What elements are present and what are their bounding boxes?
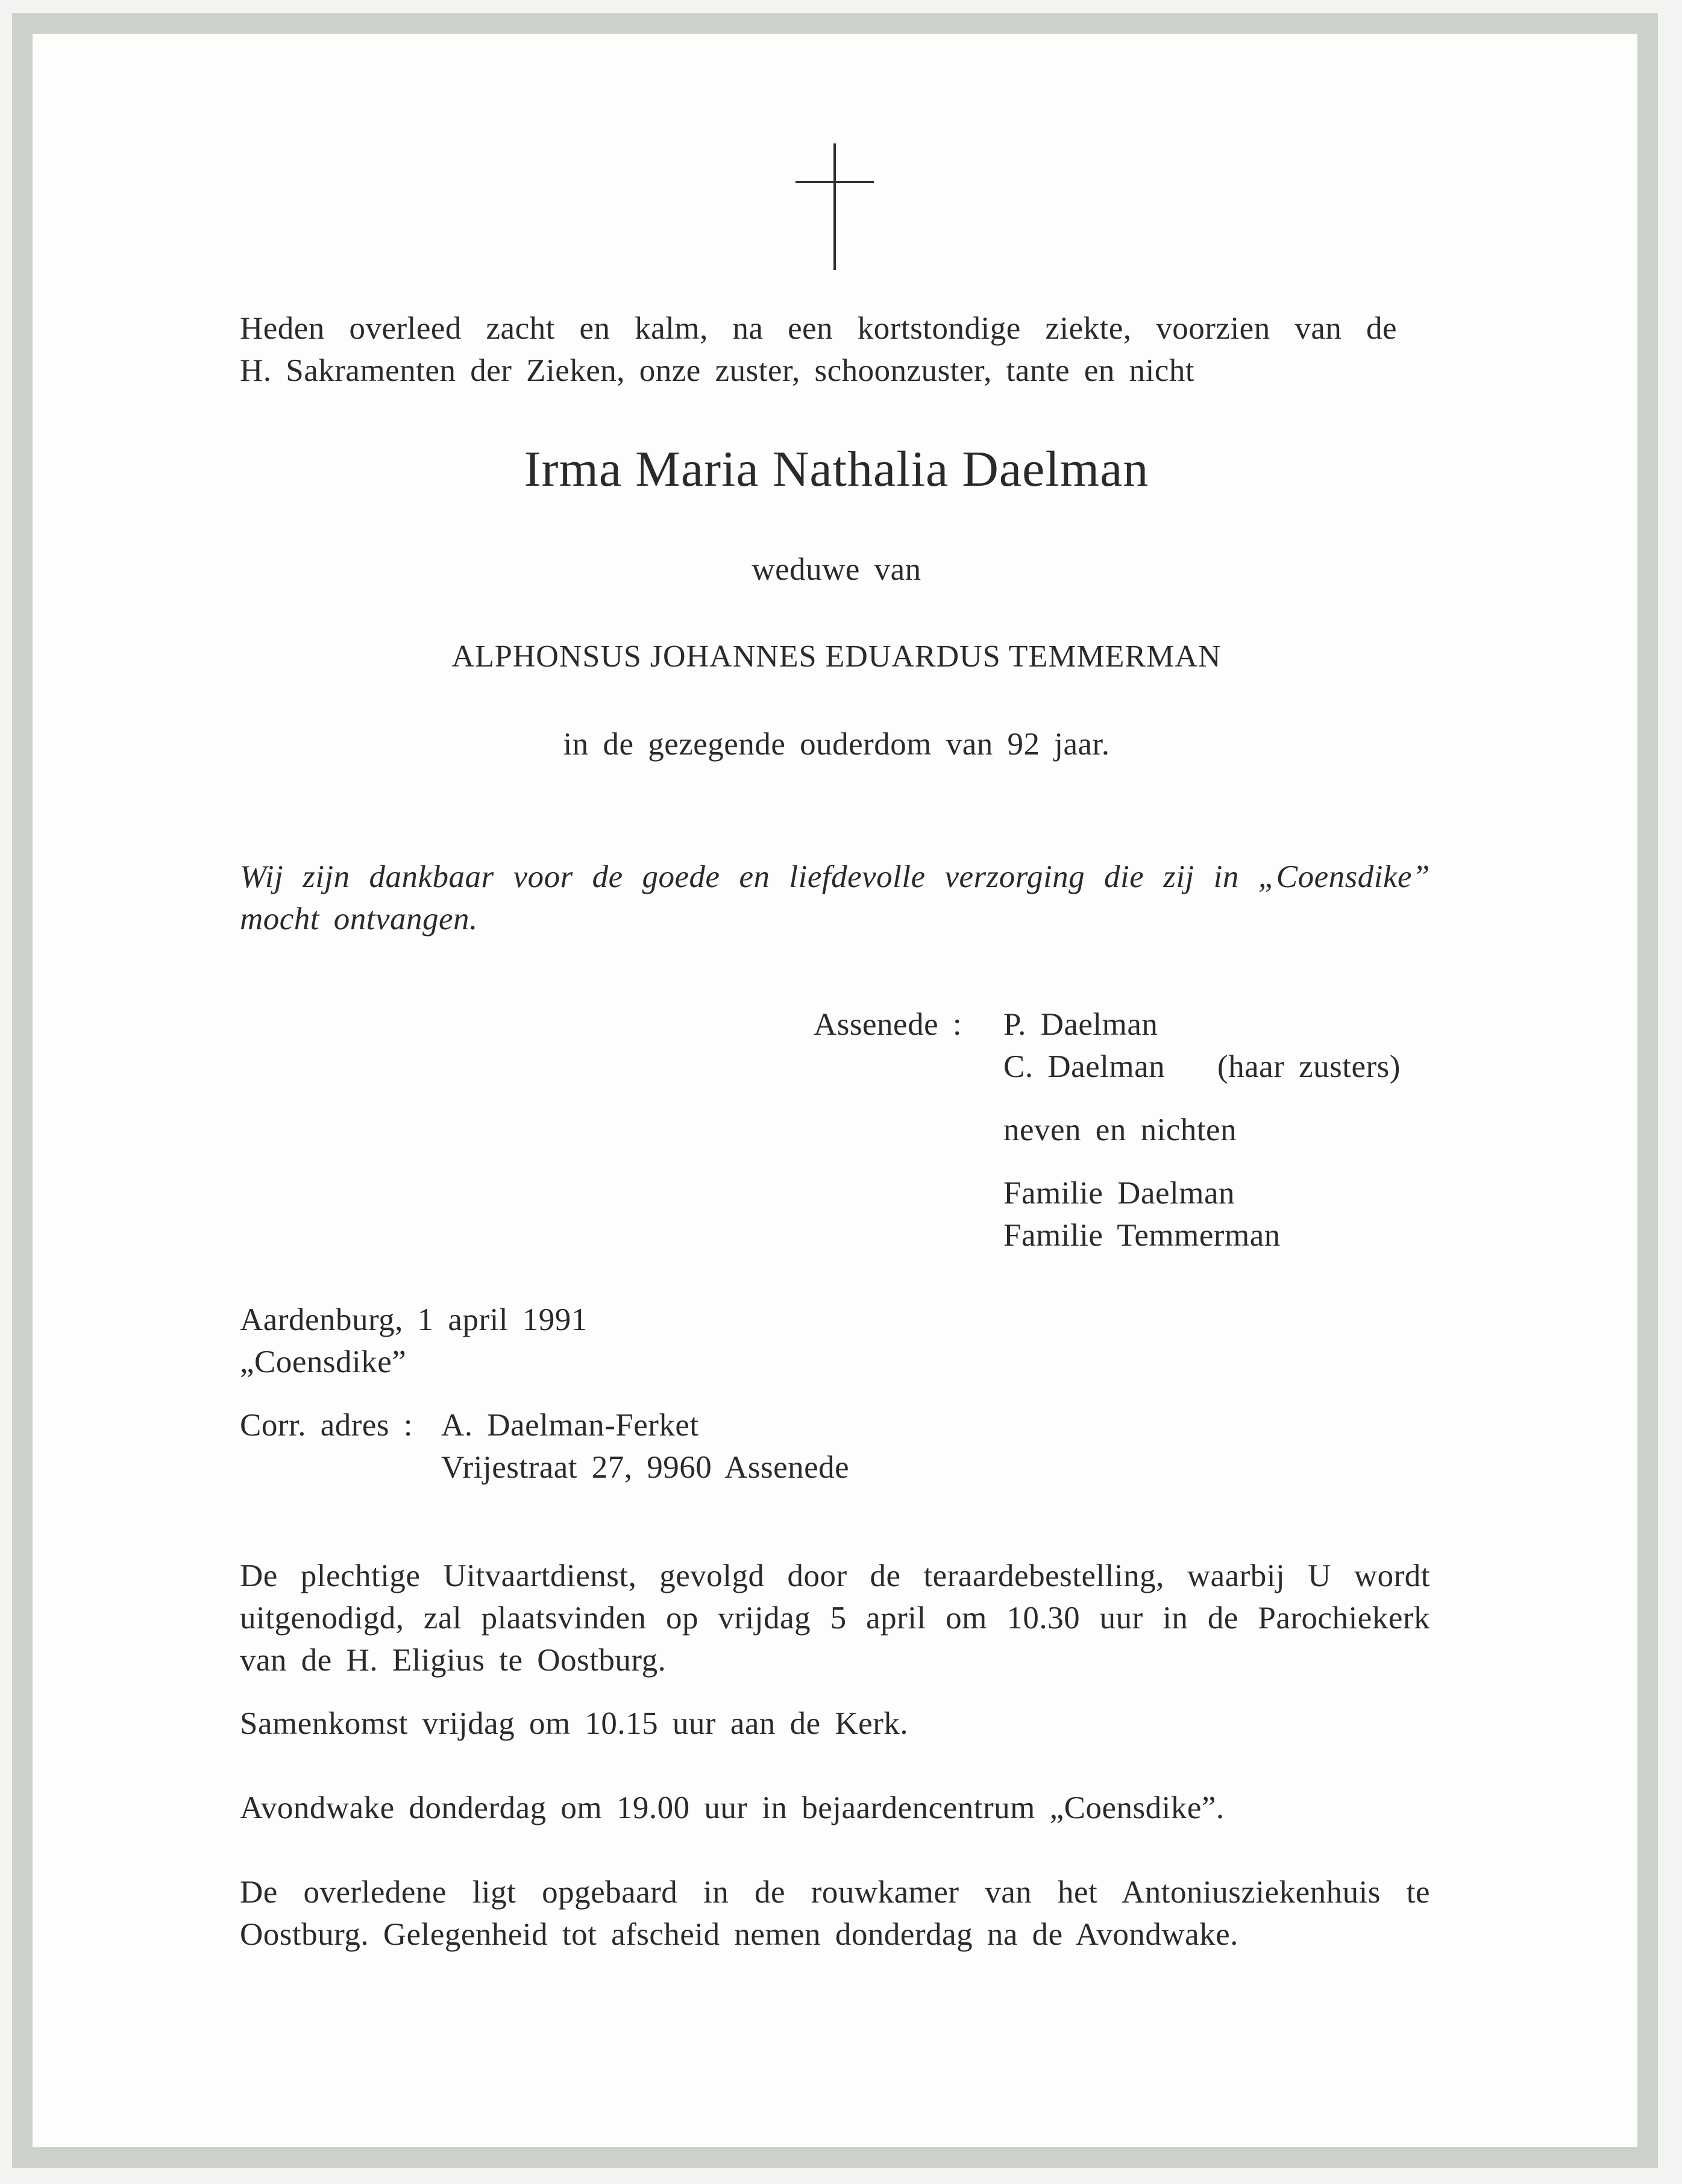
gratitude-line-1: Wij zijn dankbaar voor de goede en liefdevolle verzorging die zij in „Coensdike” — [240, 859, 1430, 894]
place-date: Aardenburg, 1 april 1991 — [240, 1302, 588, 1337]
widow-of-label: weduwe van — [752, 552, 921, 587]
intro-line-2: H. Sakramenten der Zieken, onze zuster, schoonzuster, tante en nicht — [240, 353, 1195, 388]
gathering-line: Samenkomst vrijdag om 10.15 uur aan de Kerk. — [240, 1706, 909, 1741]
correspondence-address: Vrijestraat 27, 9960 Assenede — [441, 1450, 850, 1485]
deceased-name: Irma Maria Nathalia Daelman — [524, 441, 1149, 497]
vigil-line: Avondwake donderdag om 19.00 uur in bejaardencentrum „Coensdike”. — [240, 1790, 1225, 1825]
correspondence-label: Corr. adres : — [240, 1408, 413, 1443]
mourner-sister-2: C. Daelman — [1003, 1049, 1166, 1084]
sisters-note: (haar zusters) — [1217, 1049, 1401, 1084]
age-line: in de gezegende ouderdom van 92 jaar. — [563, 727, 1110, 762]
mourners-cousins: neven en nichten — [1003, 1112, 1237, 1147]
gratitude-line-2: mocht ontvangen. — [240, 902, 478, 937]
mourner-family-1: Familie Daelman — [1003, 1176, 1235, 1211]
repose-line-1: De overledene ligt opgebaard in de rouwkamer van het Antoniusziekenhuis te — [240, 1875, 1430, 1910]
mourner-sister-1: P. Daelman — [1003, 1007, 1158, 1042]
spouse-name: ALPHONSUS JOHANNES EDUARDUS TEMMERMAN — [451, 639, 1222, 674]
cross-icon — [795, 143, 874, 270]
intro-line-1: Heden overleed zacht en kalm, na een kortstondige ziekte, voorzien van de — [240, 311, 1397, 346]
mourners-place-label: Assenede : — [814, 1007, 962, 1042]
funeral-line-1: De plechtige Uitvaartdienst, gevolgd door de teraardebestelling, waarbij U wordt — [240, 1558, 1430, 1593]
correspondence-name: A. Daelman-Ferket — [441, 1408, 699, 1443]
funeral-line-3: van de H. Eligius te Oostburg. — [240, 1643, 667, 1678]
mourner-family-2: Familie Temmerman — [1003, 1218, 1281, 1253]
place-name: „Coensdike” — [240, 1345, 407, 1379]
funeral-line-2: uitgenodigd, zal plaatsvinden op vrijdag 5 april om 10.30 uur in de Parochiekerk — [240, 1601, 1430, 1636]
repose-line-2: Oostburg. Gelegenheid tot afscheid nemen donderdag na de Avondwake. — [240, 1917, 1238, 1952]
